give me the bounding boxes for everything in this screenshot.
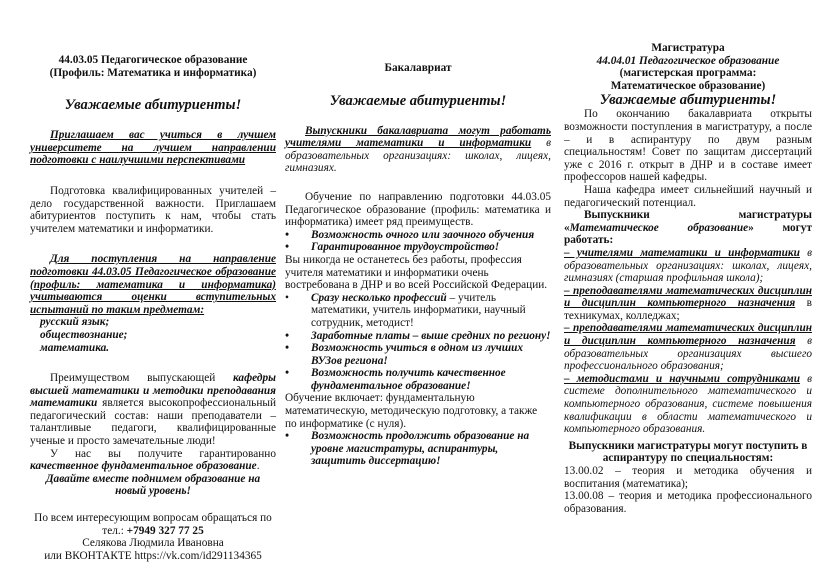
- subject-item: математика.: [40, 341, 110, 354]
- advantage-item: • Возможность продолжить образование на уровне магистратуры, аспирантуры, защитить диссертацию!: [285, 430, 551, 468]
- invitation-text: Приглашаем вас учиться в лучшем университете на лучшем направлении подготовки с наилучшими перспективами: [30, 129, 276, 167]
- greeting: Уважаемые абитуриенты!: [599, 92, 777, 109]
- greeting: Уважаемые абитуриенты!: [64, 97, 242, 114]
- program-line: (магистерская программа:: [619, 67, 757, 80]
- department-text: Преимуществом выпускающей кафедры высшей математики и методики преподавания математики является высокопрофессиональный педагогический состав: наши преподаватели – талантливые педагоги, квалифицированные ученые и просто замечательные люди!: [30, 372, 276, 448]
- subject-item: русский язык;: [40, 316, 110, 329]
- graduates-heading: Выпускники магистратуры «Математическое образование» могут работать:: [564, 209, 812, 247]
- section-heading: Бакалавриат: [384, 62, 452, 74]
- after-bachelor-text: По окончанию бакалавриата открыты возможности поступления в магистратуру, а после – и в аспирантуру по двум разным специальностям! Совет по защитам диссертаций уже с 2016 г. открыт в ДНР и в составе имеет профессоров нашей кафедры.: [564, 108, 812, 184]
- contact-intro: По всем интересующим вопросам обращаться по тел.: +7949 327 77 25: [34, 512, 272, 537]
- advantages-list: [285, 292, 551, 393]
- advantage-item: • Гарантированное трудоустройство!: [285, 241, 551, 254]
- contact-name: Селякова Людмила Ивановна: [82, 537, 224, 550]
- column-bachelor-profile: [30, 0, 276, 562]
- program-line: Математическое образование): [610, 79, 766, 92]
- vk-link[interactable]: или ВКОНТАКТЕ https://vk.com/id291134365: [44, 549, 262, 562]
- closing-slogan: Давайте вместе поднимем образование на новый уровень!: [45, 472, 261, 498]
- advantages-list: [285, 229, 551, 254]
- specialty-item: 13.00.08 – теория и методика профессионального образования.: [564, 490, 812, 515]
- column-bachelor: [285, 0, 551, 468]
- advantage-item: • Возможность очного или заочного обучения: [285, 229, 551, 242]
- admission-text: Для поступления на направление подготовки 44.03.05 Педагогическое образование (профиль: математика и информатика) учитываются оценки вступительных испытаний по таким предметам:: [30, 253, 276, 316]
- study-text: Обучение по направлению подготовки 44.03.05 Педагогическое образование (профиль: математика и информатика) имеет ряд преимуществ.: [285, 190, 551, 229]
- program-code-title: 44.04.01 Педагогическое образование: [596, 54, 780, 67]
- training-text: Подготовка квалифицированных учителей – дело государственной важности. Приглашаем абитуриентов поступить к нам, чтобы стать учителем математики и информатики.: [30, 184, 276, 235]
- column-master: [564, 0, 812, 515]
- section-heading: Магистратура: [651, 42, 725, 54]
- phone-number: +7949 327 77 25: [126, 524, 204, 537]
- employment-text: Вы никогда не останетесь без работы, профессия учителя математики и информатики очень востребована в ДНР и во всей Российской Федерации.: [285, 253, 548, 292]
- advantage-item: • Возможность учиться в одном из лучших ВУЗов региона!: [285, 342, 551, 367]
- advantage-item: • Возможность получить качественное фундаментальное образование!: [285, 367, 551, 392]
- program-code-title: 44.03.05 Педагогическое образование: [58, 54, 248, 66]
- specialty-item: 13.00.02 – теория и методика обучения и воспитания (математика);: [564, 465, 812, 490]
- role-item: – преподавателями математических дисциплин и дисциплин компьютерного назначения в техникумах, колледжах;: [564, 284, 812, 322]
- includes-text: Обучение включает: фундаментальную математическую, методическую подготовку, а также по информатике (с нуля).: [285, 392, 538, 430]
- subject-item: обществознание;: [40, 328, 128, 341]
- department-name: кафедры высшей математики и методики преподавания математики: [30, 372, 276, 410]
- role-item: – методистами и научными сотрудниками в системе дополнительного математического и компьютерного образования, системе повышения квалификации в области математического и компьютерного образования.: [564, 372, 812, 436]
- graduates-text: Выпускники бакалавриата могут работать учителями математики и информатики в образовательных организациях: школах, лицеях, гимназиях.: [285, 124, 551, 175]
- phd-heading: Выпускники магистратуры могут поступить в аспирантуру по специальностям:: [568, 439, 808, 465]
- advantages-list: [285, 430, 551, 468]
- advantage-item: • Сразу несколько профессий – учитель математики, учитель информатики, научный сотрудник, методист!: [285, 292, 551, 330]
- quality-text: У нас вы получите гарантированно качественное фундаментальное образование.: [30, 447, 276, 473]
- greeting: Уважаемые абитуриенты!: [329, 92, 507, 109]
- program-profile-title: (Профиль: Математика и информатика): [49, 66, 257, 79]
- role-item: – учителями математики и информатики в образовательных организациях: школах, лицеях, гимназиях (старшая профильная школа);: [564, 246, 812, 285]
- advantage-item: • Заработные платы – выше средних по региону!: [285, 330, 551, 343]
- role-item: – преподавателями математических дисциплин и дисциплин компьютерного назначения в образовательных организациях высшего профессионального образования;: [564, 322, 812, 373]
- potential-text: Наша кафедра имеет сильнейший научный и педагогический потенциал.: [564, 183, 812, 209]
- subjects-list: [30, 316, 276, 354]
